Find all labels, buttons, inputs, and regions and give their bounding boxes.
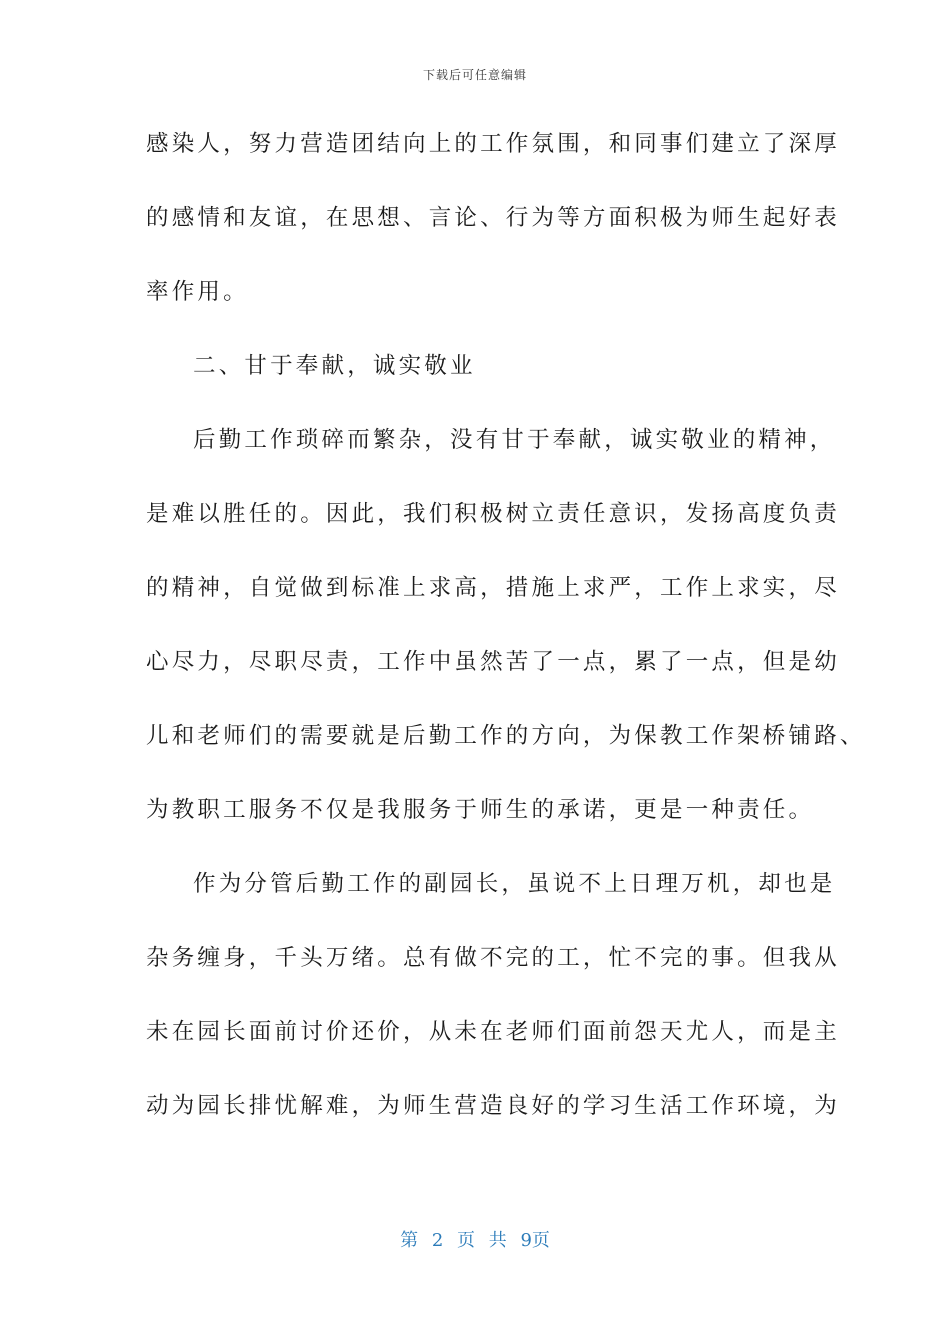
document-body [146,124,866,1160]
text-line: 作为分管后勤工作的副园长，虽说不上日理万机，却也是 [193,871,836,897]
text-line: 后勤工作琐碎而繁杂，没有甘于奉献，诚实敬业的精神， [193,427,836,453]
total-label: 共 [488,1230,507,1251]
section-heading: 二、甘于奉献，诚实敬业 [193,353,476,379]
text-line: 动为园长排忧解难，为师生营造良好的学习生活工作环境，为 [146,1093,840,1119]
page-label-prefix: 第 [400,1230,419,1251]
text-line: 杂务缠身，千头万绪。总有做不完的工，忙不完的事。但我从 [146,945,840,971]
text-line: 率作用。 [146,279,249,305]
text-line: 的精神，自觉做到标准上求高，措施上求严，工作上求实，尽 [146,575,840,601]
text-line: 心尽力，尽职尽责，工作中虽然苦了一点，累了一点，但是幼 [146,649,840,675]
text-line: 是难以胜任的。因此，我们积极树立责任意识，发扬高度负责 [146,501,840,527]
page-header: 下载后可任意编辑 [422,68,527,82]
page-label-mid: 页 [457,1230,475,1251]
text-line: 的感情和友谊，在思想、言论、行为等方面积极为师生起好表 [146,205,840,231]
page-footer [0,1226,950,1252]
current-page-number: 2 [431,1230,444,1251]
text-line: 感染人，努力营造团结向上的工作氛围，和同事们建立了深厚 [146,131,840,157]
text-line: 为教职工服务不仅是我服务于师生的承诺，更是一种责任。 [146,797,815,823]
text-line: 未在园长面前讨价还价，从未在老师们面前怨天尤人，而是主 [146,1019,840,1045]
total-pages: 9页 [520,1230,550,1251]
text-line: 儿和老师们的需要就是后勤工作的方向，为保教工作架桥铺路、 [146,723,866,749]
